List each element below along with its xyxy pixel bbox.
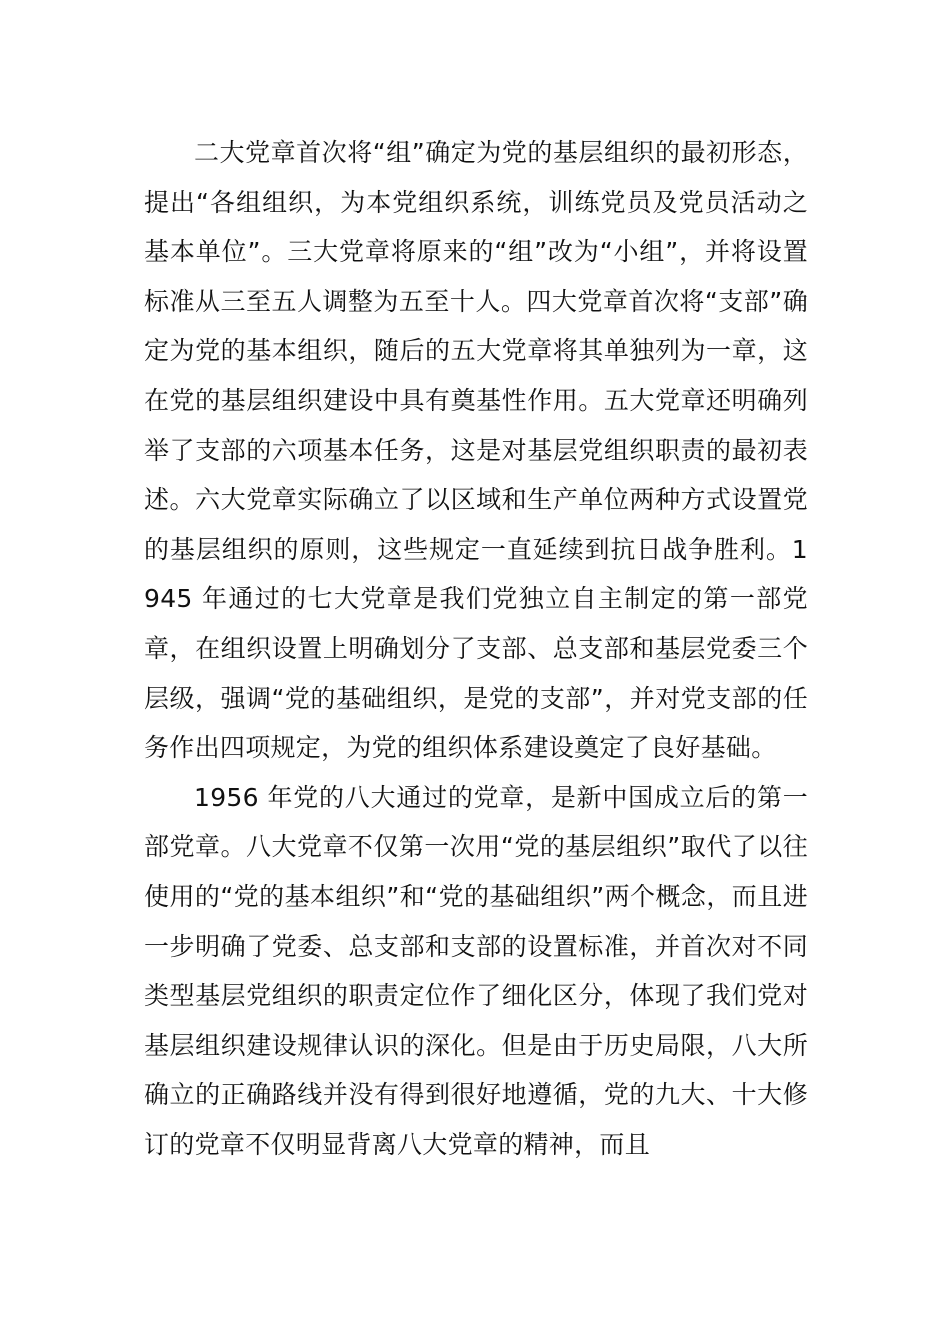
paragraph: 1956 年党的八大通过的党章，是新中国成立后的第一部党章。八大党章不仅第一次用“党的基层组织”取代了以往使用的“党的基本组织”和“党的基础组织”两个概念，而且进一步明确了党委、总支部和支部的设置标准，并首次对不同类型基层党组织的职责定位作了细化区分，体现了我们党对基层组织建设规律认识的深化。但是由于历史局限，八大所确立的正确路线并没有得到很好地遵循，党的九大、十大修订的党章不仅明显背离八大党章的精神，而且 (144, 782, 808, 1159)
document-body (144, 128, 808, 1169)
paragraph: 二大党章首次将“组”确定为党的基层组织的最初形态，提出“各组组织，为本党组织系统，训练党员及党员活动之基本单位”。三大党章将原来的“组”改为“小组”，并将设置标准从三至五人调整为五至十人。四大党章首次将“支部”确定为党的基本组织，随后的五大党章将其单独列为一章，这在党的基层组织建设中具有奠基性作用。五大党章还明确列举了支部的六项基本任务，这是对基层党组织职责的最初表述。六大党章实际确立了以区域和生产单位两种方式设置党的基层组织的原则，这些规定一直延续到抗日战争胜利。1945 年通过的七大党章是我们党独立自主制定的第一部党章，在组织设置上明确划分了支部、总支部和基层党委三个层级，强调“党的基础组织，是党的支部”，并对党支部的任务作出四项规定，为党的组织体系建设奠定了良好基础。 (144, 138, 808, 763)
